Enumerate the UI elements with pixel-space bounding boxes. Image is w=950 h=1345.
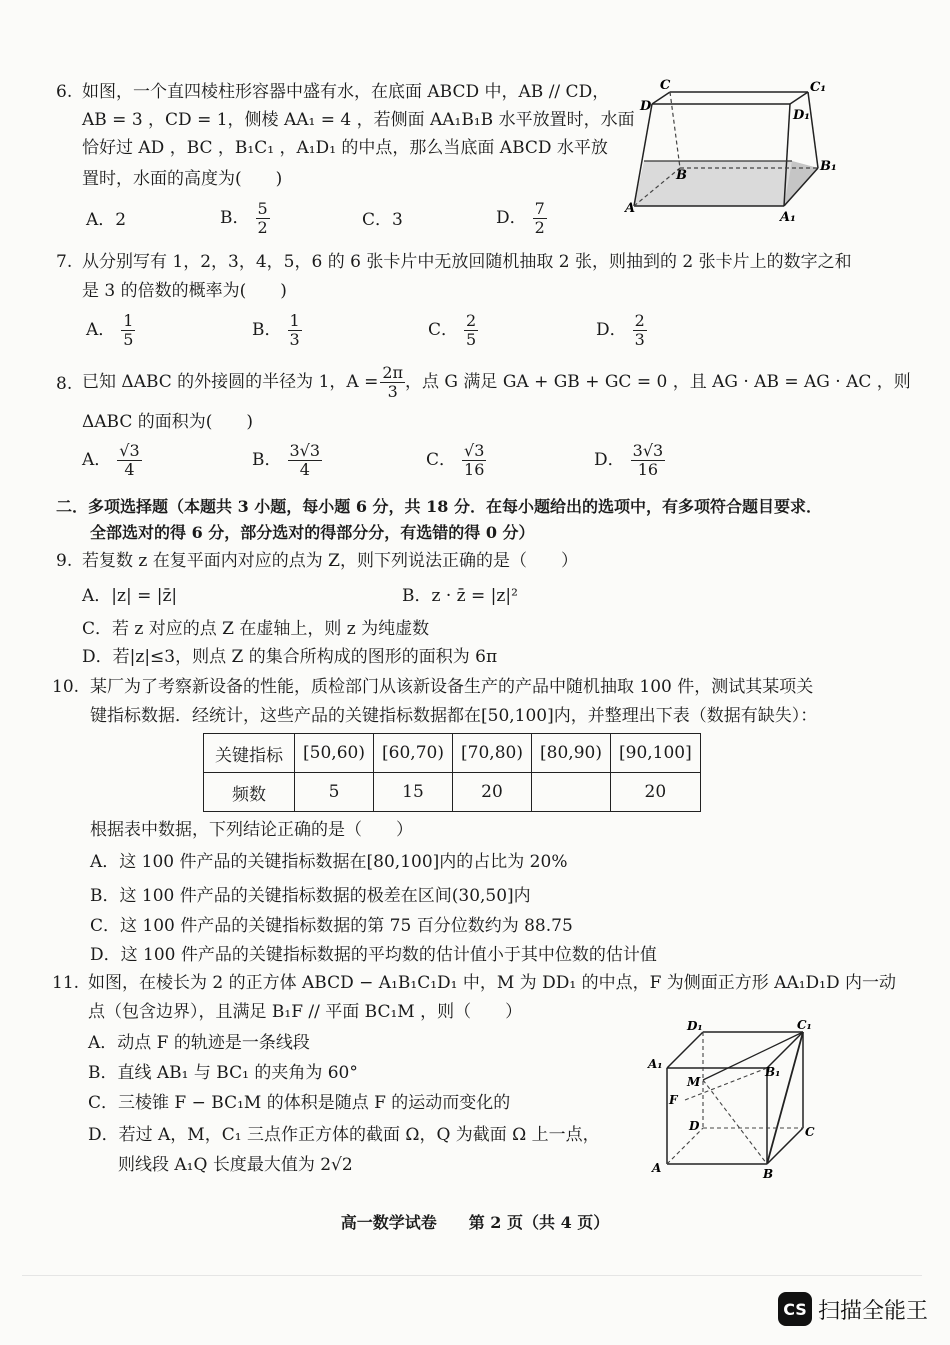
q10-line-2: 键指标数据．经统计，这些产品的关键指标数据都在[50,100]内，并整理出下表（数据有缺失）： xyxy=(90,706,818,726)
label-D: D xyxy=(689,1119,700,1133)
q7-option-a-fraction xyxy=(121,312,135,349)
frac-numerator: 3√3 xyxy=(289,441,321,460)
q6-line-1: 如图，一个直四棱柱形容器中盛有水，在底面 ABCD 中，AB // CD， xyxy=(82,82,610,102)
edge-A1D1 xyxy=(667,1032,703,1068)
q6-line-2: AB = 3 ，CD = 1，侧棱 AA₁ = 4 ，若侧面 AA₁B₁B 水平放置时，水面 xyxy=(82,110,635,130)
label-B: B xyxy=(763,1167,774,1181)
q10-option-a: A．这 100 件产品的关键指标数据在[80,100]内的占比为 20% xyxy=(90,852,568,872)
q6-number: 6. xyxy=(56,82,73,102)
q6-option-d-fraction xyxy=(533,200,547,237)
scanner-watermark xyxy=(778,1292,928,1326)
q7-option-d-fraction xyxy=(633,312,647,349)
frac-denominator: 4 xyxy=(299,460,310,479)
q8-option-b xyxy=(252,442,322,479)
table-row xyxy=(204,734,701,773)
frac-numerator: 1 xyxy=(123,311,134,330)
frac-denominator: 16 xyxy=(464,460,485,479)
q7-number: 7. xyxy=(56,252,73,272)
frac-denominator: 3 xyxy=(387,382,398,401)
q6-option-d xyxy=(496,200,547,237)
q6-option-c: C．3 xyxy=(362,210,403,230)
edge-DC xyxy=(652,92,670,104)
q8-option-a xyxy=(82,442,142,479)
q11-option-d: D．若过 A，M，C₁ 三点作正方体的截面 Ω，Q 为截面 Ω 上一点， xyxy=(88,1125,600,1145)
frac-numerator: 2π xyxy=(382,363,404,382)
q7-option-b-label: B． xyxy=(252,320,282,340)
frac-denominator: 5 xyxy=(466,330,477,349)
frac-denominator: 4 xyxy=(124,460,135,479)
q8-line-1 xyxy=(82,364,911,401)
q6-option-a: A．2 xyxy=(86,210,127,230)
q9-option-b: B．z · z̄ = |z|² xyxy=(402,586,518,606)
q11-number: 11. xyxy=(52,973,80,993)
label-M: M xyxy=(687,1075,701,1089)
q11-option-b: B．直线 AB₁ 与 BC₁ 的夹角为 60° xyxy=(88,1063,358,1083)
q11-cube-figure xyxy=(645,1018,845,1183)
label-B1: B₁ xyxy=(820,159,837,174)
table-cell: 频数 xyxy=(204,773,295,812)
page-footer: 高一数学试卷 第 2 页（共 4 页） xyxy=(340,1213,610,1232)
label-D1: D₁ xyxy=(793,108,810,123)
q8-line-1-start: 已知 ΔABC 的外接圆的半径为 1，A = xyxy=(82,372,379,392)
segment-MC1 xyxy=(703,1032,803,1080)
q7-option-b-fraction xyxy=(288,312,302,349)
q8-option-d-label: D． xyxy=(594,450,625,470)
q8-number: 8. xyxy=(56,374,73,394)
q9-number: 9. xyxy=(56,551,73,571)
q9-line-1: 若复数 z 在复平面内对应的点为 Z，则下列说法正确的是（ ） xyxy=(82,551,578,571)
table-cell: [70,80) xyxy=(453,734,532,773)
scanner-app-name: 扫描全能王 xyxy=(818,1298,929,1324)
label-D: D xyxy=(640,99,652,114)
q10-line-1: 某厂为了考察新设备的性能，质检部门从该新设备生产的产品中随机抽取 100 件，测试其某项关 xyxy=(90,677,814,697)
q8-option-c-fraction xyxy=(462,442,486,479)
label-A1: A₁ xyxy=(648,1057,663,1071)
q9-option-a: A．|z| = |z̄| xyxy=(82,586,178,606)
label-A: A xyxy=(652,1161,662,1175)
q11-option-c: C．三棱锥 F − BC₁M 的体积是随点 F 的运动而变化的 xyxy=(88,1093,511,1113)
segment-MB-hidden xyxy=(703,1080,767,1164)
q6-option-b xyxy=(220,200,270,237)
q9-option-c: C．若 z 对应的点 Z 在虚轴上，则 z 为纯虚数 xyxy=(82,619,430,639)
q8-option-b-label: B． xyxy=(252,450,282,470)
q7-option-c-label: C． xyxy=(428,320,459,340)
q7-line-2: 是 3 的倍数的概率为( ) xyxy=(82,281,287,301)
frac-numerator: 7 xyxy=(534,199,545,218)
table-cell: [90,100] xyxy=(611,734,701,773)
q7-option-a-label: A． xyxy=(86,320,116,340)
q8-option-c xyxy=(426,442,486,479)
label-C1: C₁ xyxy=(797,1018,812,1032)
frac-denominator: 2 xyxy=(257,218,268,237)
q6-prism-figure xyxy=(622,78,852,228)
edge-C1B1 xyxy=(808,92,818,168)
q6-option-d-label: D． xyxy=(496,208,527,228)
q11-line-1: 如图，在棱长为 2 的正方体 ABCD − A₁B₁C₁D₁ 中，M 为 DD₁ 的中点，F 为侧面正方形 AA₁D₁D 内一动 xyxy=(88,973,897,993)
frac-denominator: 3 xyxy=(289,330,300,349)
q10-line-3: 根据表中数据，下列结论正确的是（ ） xyxy=(90,820,413,840)
edge-BC1 xyxy=(767,1032,803,1164)
q10-number: 10. xyxy=(52,677,80,697)
q10-option-b: B．这 100 件产品的关键指标数据的极差在区间(30,50]内 xyxy=(90,886,531,906)
label-B1: B₁ xyxy=(765,1065,781,1079)
label-D1: D₁ xyxy=(687,1019,703,1033)
frac-denominator: 3 xyxy=(634,330,645,349)
label-F: F xyxy=(669,1093,678,1107)
table-cell: [80,90) xyxy=(532,734,611,773)
label-B: B xyxy=(676,168,687,183)
q8-line-1-end: ，点 G 满足 GA + GB + GC = 0 ，且 AG · AB = AG · AC ，则 xyxy=(405,372,911,392)
q11-option-d-cont: 则线段 A₁Q 长度最大值为 2√2 xyxy=(118,1155,353,1175)
q7-option-a xyxy=(86,312,135,349)
q10-option-c: C．这 100 件产品的关键指标数据的第 75 百分位数约为 88.75 xyxy=(90,916,573,936)
q6-option-b-label: B． xyxy=(220,208,250,228)
q8-option-b-fraction xyxy=(288,442,323,479)
table-cell: 20 xyxy=(611,773,701,812)
table-row xyxy=(204,773,701,812)
label-C1: C₁ xyxy=(810,80,827,95)
q8-option-a-label: A． xyxy=(82,450,112,470)
frac-numerator: 2 xyxy=(466,311,477,330)
edge-AD-hidden xyxy=(667,1128,703,1164)
q11-line-2: 点（包含边界），且满足 B₁F // 平面 BC₁M ，则（ ） xyxy=(88,1002,523,1022)
section-2-rules: 全部选对的得 6 分，部分选对的得部分分，有选错的得 0 分） xyxy=(90,523,535,542)
table-cell: 15 xyxy=(374,773,453,812)
q8-line-2: ΔABC 的面积为( ) xyxy=(82,412,254,432)
section-2-heading: 二．多项选择题（本题共 3 小题，每小题 6 分，共 18 分．在每小题给出的选项中，有多项符合题目要求． xyxy=(56,497,822,516)
table-cell xyxy=(532,773,611,812)
q7-option-d-label: D． xyxy=(596,320,627,340)
frac-numerator: 1 xyxy=(289,311,300,330)
q7-option-c-fraction xyxy=(464,312,478,349)
frac-denominator: 2 xyxy=(534,218,545,237)
table-cell: 关键指标 xyxy=(204,734,295,773)
cs-logo-icon: CS xyxy=(778,1292,812,1326)
frac-numerator: √3 xyxy=(119,441,140,460)
table-cell: [50,60) xyxy=(295,734,374,773)
q9-option-d: D．若|z|≤3，则点 Z 的集合所构成的图形的面积为 6π xyxy=(82,647,498,667)
table-cell: [60,70) xyxy=(374,734,453,773)
frac-denominator: 16 xyxy=(637,460,659,479)
frac-denominator: 5 xyxy=(123,330,134,349)
label-C: C xyxy=(660,78,671,93)
frac-numerator: 3√3 xyxy=(632,441,664,460)
q8-option-a-fraction xyxy=(117,442,141,479)
q8-angle-fraction xyxy=(380,364,405,401)
q8-option-d-fraction xyxy=(631,442,666,479)
q10-frequency-table xyxy=(203,733,701,812)
label-A1: A₁ xyxy=(780,210,796,225)
q8-option-d xyxy=(594,442,665,479)
q6-line-4: 置时，水面的高度为( ) xyxy=(82,169,283,189)
q6-option-b-fraction xyxy=(256,200,270,237)
frac-numerator: 5 xyxy=(257,199,268,218)
frac-numerator: √3 xyxy=(464,441,485,460)
label-C: C xyxy=(805,1125,815,1139)
q10-option-d: D．这 100 件产品的关键指标数据的平均数的估计值小于其中位数的估计值 xyxy=(90,945,657,965)
table-cell: 20 xyxy=(453,773,532,812)
table-cell: 5 xyxy=(295,773,374,812)
q7-option-c xyxy=(428,312,478,349)
q6-line-3: 恰好过 AD ，BC ，B₁C₁ ，A₁D₁ 的中点，那么当底面 ABCD 水平放 xyxy=(82,138,608,158)
q8-option-c-label: C． xyxy=(426,450,457,470)
page-divider xyxy=(22,1275,922,1276)
label-A: A xyxy=(625,201,636,216)
q7-option-b xyxy=(252,312,302,349)
q7-line-1: 从分别写有 1，2，3，4，5，6 的 6 张卡片中无放回随机抽取 2 张，则抽到的 2 张卡片上的数字之和 xyxy=(82,252,852,272)
q7-option-d xyxy=(596,312,647,349)
q11-option-a: A．动点 F 的轨迹是一条线段 xyxy=(88,1033,310,1053)
frac-numerator: 2 xyxy=(634,311,645,330)
edge-D1C1 xyxy=(790,92,808,104)
